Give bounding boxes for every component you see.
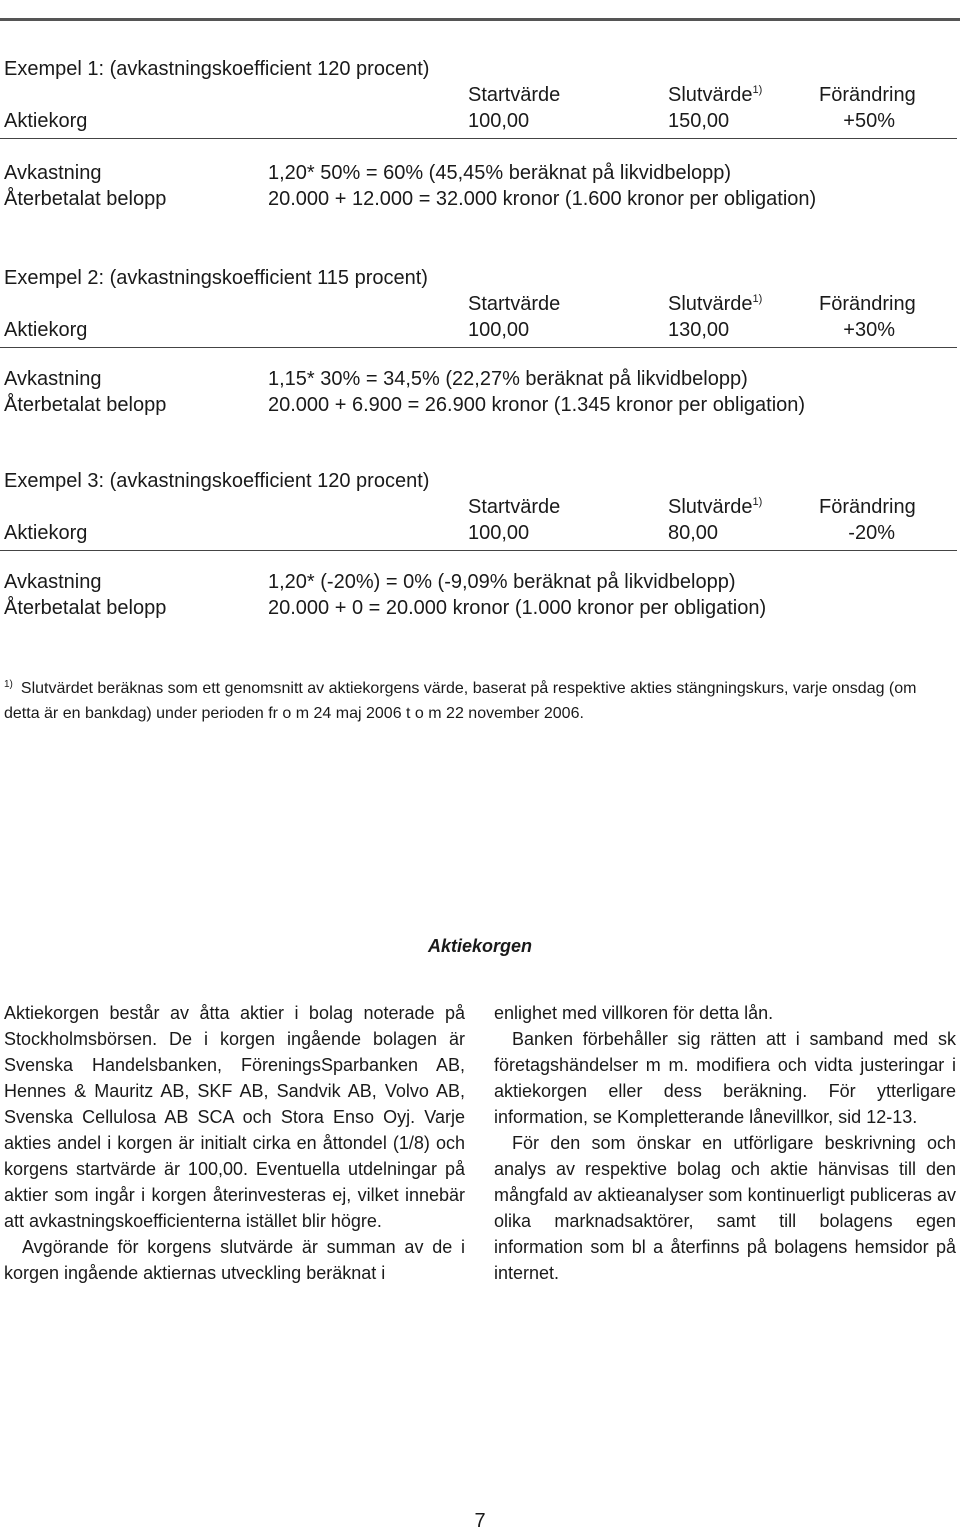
- return-value: 1,20* (-20%) = 0% (-9,09% beräknat på likvidbelopp): [268, 571, 736, 593]
- basket-row: [0, 110, 957, 139]
- header-forandring: Förändring: [819, 496, 916, 518]
- header-startvarde: Startvärde: [468, 496, 561, 518]
- paragraph: Aktiekorgen består av åtta aktier i bolag noterade på Stockholmsbörsen. De i korgen ingående bolagen är Svenska Handelsbanken, FöreningsSparbanken AB, Hennes & Mauritz AB, SKF AB, Sandvik AB, Volvo AB, Svenska Cellulosa AB SCA och Stora Enso Oyj. Varje akties andel i korgen är initialt cirka en åttondel (1/8) och korgens startvärde är 100,00. Eventuella utdelningar på aktier som ingår i korgen återinvesteras ej, vilket innebär att avkastningskoefficienterna istället blir högre.: [4, 1003, 465, 1231]
- return-value: 1,20* 50% = 60% (45,45% beräknat på likvidbelopp): [268, 162, 732, 184]
- example-title: Exempel 1: (avkastningskoefficient 120 procent): [4, 58, 430, 80]
- top-rule: [0, 18, 960, 21]
- basket-start-value: 100,00: [468, 319, 530, 341]
- header-forandring: Förändring: [819, 84, 916, 106]
- footnote-ref: 1): [752, 496, 763, 508]
- paragraph: För den som önskar en utförligare beskrivning och analys av respektive bolag och aktie hänvisas till den mångfald av aktieanalyser som kontinuerligt publiceras av olika marknadsaktörer, samt till bolagens egen information som bl a återfinns på bolagens hemsidor på internet.: [494, 1133, 956, 1283]
- basket-change: +30%: [843, 319, 895, 341]
- header-slutvarde: [668, 293, 762, 316]
- example-title: Exempel 2: (avkastningskoefficient 115 procent): [4, 267, 428, 289]
- repayment-value: 20.000 + 6.900 = 26.900 kronor (1.345 kronor per obligation): [268, 394, 806, 416]
- header-forandring: Förändring: [819, 293, 916, 315]
- basket-end-value: 150,00: [668, 110, 730, 132]
- header-slutvarde-label: Slutvärde: [668, 84, 753, 106]
- footnote-text: Slutvärdet beräknas som ett genomsnitt av aktiekorgens värde, baserat på respektive akties stängningskurs, varje onsdag (om detta är en bankdag) under perioden fr o m 24 maj 2006 t o m 22 november 2006.: [4, 680, 917, 722]
- header-slutvarde: [668, 84, 762, 107]
- repayment-label: Återbetalat belopp: [4, 394, 167, 416]
- repayment-label: Återbetalat belopp: [4, 188, 167, 210]
- return-label: Avkastning: [4, 368, 102, 390]
- example-title: Exempel 3: (avkastningskoefficient 120 procent): [4, 470, 430, 492]
- basket-end-value: 80,00: [668, 522, 719, 544]
- return-label: Avkastning: [4, 571, 102, 593]
- paragraph: Avgörande för korgens slutvärde är summan av de i korgen ingående aktiernas utveckling beräknat i: [4, 1237, 465, 1283]
- basket-row: [0, 319, 957, 348]
- footnote-ref: 1): [752, 293, 763, 305]
- footnote-marker: 1): [4, 679, 13, 690]
- basket-end-value: 130,00: [668, 319, 730, 341]
- header-slutvarde-label: Slutvärde: [668, 293, 753, 315]
- repayment-label: Återbetalat belopp: [4, 597, 167, 619]
- basket-label: Aktiekorg: [4, 110, 88, 132]
- basket-label: Aktiekorg: [4, 319, 88, 341]
- return-label: Avkastning: [4, 162, 102, 184]
- header-startvarde: Startvärde: [468, 293, 561, 315]
- paragraph: enlighet med villkoren för detta lån.: [494, 1003, 774, 1023]
- left-column: [4, 1000, 465, 1286]
- basket-label: Aktiekorg: [4, 522, 88, 544]
- right-column: [494, 1000, 956, 1286]
- header-startvarde: Startvärde: [468, 84, 561, 106]
- return-value: 1,15* 30% = 34,5% (22,27% beräknat på likvidbelopp): [268, 368, 748, 390]
- repayment-value: 20.000 + 0 = 20.000 kronor (1.000 kronor per obligation): [268, 597, 767, 619]
- footnote-ref: 1): [752, 84, 763, 96]
- header-slutvarde-label: Slutvärde: [668, 496, 753, 518]
- paragraph: Banken förbehåller sig rätten att i samband med sk företagshändelser m m. modifiera och vidta justeringar i aktiekorgen eller dess beräkning. För ytterligare information, se Kompletterande lånevillkor, sid 12-13.: [494, 1029, 956, 1127]
- repayment-value: 20.000 + 12.000 = 32.000 kronor (1.600 kronor per obligation): [268, 188, 817, 210]
- page-number: 7: [474, 1510, 486, 1532]
- basket-start-value: 100,00: [468, 110, 530, 132]
- footnote: [4, 672, 956, 726]
- header-slutvarde: [668, 496, 762, 519]
- basket-change: +50%: [843, 110, 895, 132]
- basket-start-value: 100,00: [468, 522, 530, 544]
- basket-change: -20%: [848, 522, 895, 544]
- section-heading: Aktiekorgen: [427, 936, 533, 956]
- basket-row: [0, 522, 957, 551]
